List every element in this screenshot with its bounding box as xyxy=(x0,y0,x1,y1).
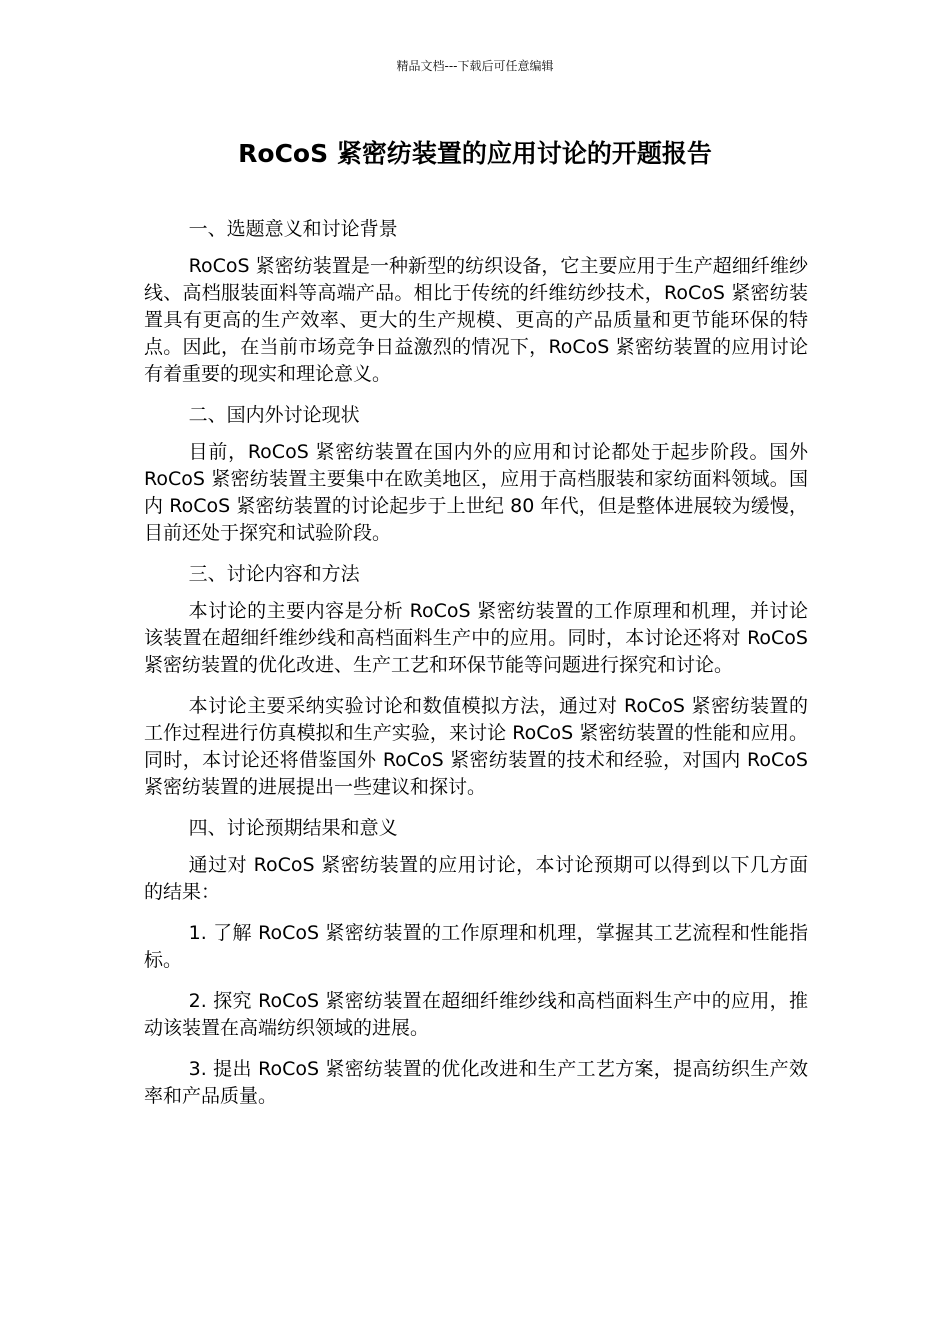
list-item-result-3: 3. 提出 RoCoS 紧密纺装置的优化改进和生产工艺方案，提高纺织生产效率和产品质量。 xyxy=(144,1058,808,1107)
section-heading-3: 三、讨论内容和方法 xyxy=(188,563,360,585)
paragraph-status: 目前，RoCoS 紧密纺装置在国内外的应用和讨论都处于起步阶段。国外 RoCoS 紧密纺装置主要集中在欧美地区，应用于高档服装和家纺面料领域。国内 RoCoS 紧密纺装置的讨论起步于上世纪 80 年代，但是整体进展较为缓慢，目前还处于探究和试验阶段。 xyxy=(144,441,808,544)
paragraph-expected-intro: 通过对 RoCoS 紧密纺装置的应用讨论，本讨论预期可以得到以下几方面的结果： xyxy=(144,854,808,903)
document-title: RoCoS 紧密纺装置的应用讨论的开题报告 xyxy=(238,139,712,168)
section-heading-1: 一、选题意义和讨论背景 xyxy=(188,218,398,240)
list-item-result-1: 1. 了解 RoCoS 紧密纺装置的工作原理和机理，掌握其工艺流程和性能指标。 xyxy=(144,922,808,971)
list-item-result-2: 2. 探究 RoCoS 紧密纺装置在超细纤维纱线和高档面料生产中的应用，推动该装置在高端纺织领域的进展。 xyxy=(144,990,808,1039)
section-heading-4: 四、讨论预期结果和意义 xyxy=(188,817,398,839)
section-heading-2: 二、国内外讨论现状 xyxy=(188,404,360,426)
paragraph-background: RoCoS 紧密纺装置是一种新型的纺织设备，它主要应用于生产超细纤维纱线、高档服装面料等高端产品。相比于传统的纤维纺纱技术，RoCoS 紧密纺装置具有更高的生产效率、更大的生产规模、更高的产品质量和更节能环保的特点。因此，在当前市场竞争日益激烈的情况下，RoCoS 紧密纺装置的应用讨论有着重要的现实和理论意义。 xyxy=(144,255,808,385)
paragraph-content: 本讨论的主要内容是分析 RoCoS 紧密纺装置的工作原理和机理，并讨论该装置在超细纤维纱线和高档面料生产中的应用。同时，本讨论还将对 RoCoS 紧密纺装置的优化改进、生产工艺和环保节能等问题进行探究和讨论。 xyxy=(144,600,808,676)
document-body xyxy=(144,216,808,1124)
page-header: 精品文档---下载后可任意编辑 xyxy=(396,59,554,73)
paragraph-method: 本讨论主要采纳实验讨论和数值模拟方法，通过对 RoCoS 紧密纺装置的工作过程进行仿真模拟和生产实验，来讨论 RoCoS 紧密纺装置的性能和应用。同时，本讨论还将借鉴国外 RoCoS 紧密纺装置的技术和经验，对国内 RoCoS 紧密纺装置的进展提出一些建议和探讨。 xyxy=(144,695,808,798)
